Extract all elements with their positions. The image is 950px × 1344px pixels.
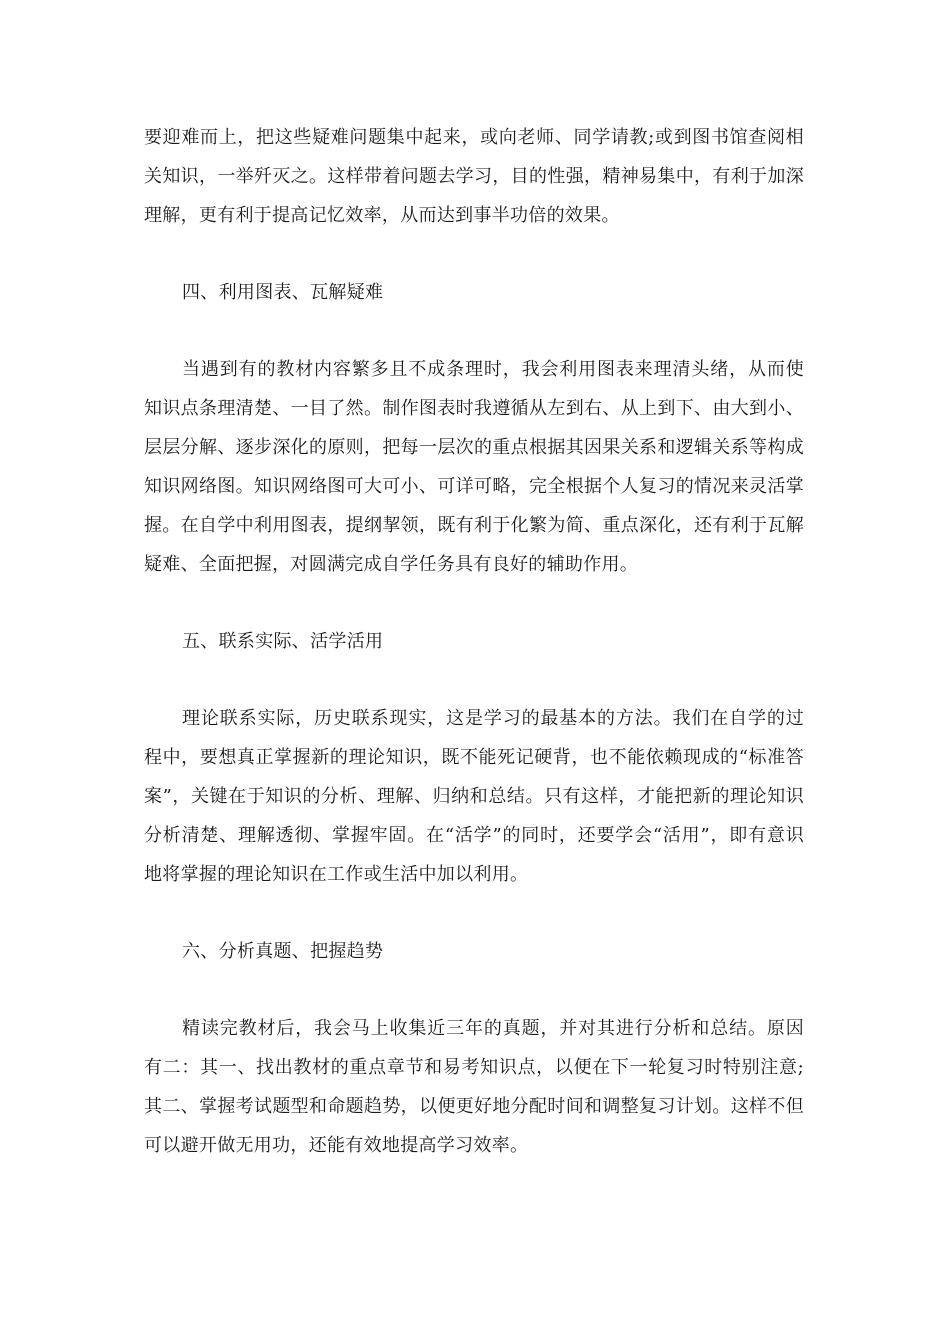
- paragraph-gap: [144, 971, 804, 1009]
- paragraph-gap: [144, 235, 804, 273]
- section-heading-6: 六、分析真题、把握趋势: [182, 941, 384, 962]
- paragraph-gap: [144, 661, 804, 699]
- paragraph-gap: [144, 894, 804, 932]
- paragraph-past-exams: 精读完教材后，我会马上收集近三年的真题，并对其进行分析和总结。原因有二：其一、找出教材的重点章节和易考知识点，以便在下一轮复习时特别注意;其二、掌握考试题型和命题趋势，以便更好地分配时间和调整复习计划。这样不但可以避开做无用功，还能有效地提高学习效率。: [144, 1018, 804, 1156]
- section-heading-4: 四、利用图表、瓦解疑难: [182, 282, 384, 303]
- paragraph-gap: [144, 312, 804, 350]
- paragraph-charts: 当遇到有的教材内容繁多且不成条理时，我会利用图表来理清头绪，从而使知识点条理清楚、一目了然。制作图表时我遵循从左到右、从上到下、由大到小、层层分解、逐步深化的原则，把每一层次的重点根据其因果关系和逻辑关系等构成知识网络图。知识网络图可大可小、可详可略，完全根据个人复习的情况来灵活掌握。在自学中利用图表，提纲挈领，既有利于化繁为简、重点深化，还有利于瓦解疑难、全面把握，对圆满完成自学任务具有良好的辅助作用。: [144, 359, 804, 575]
- paragraph-continuation: 要迎难而上，把这些疑难问题集中起来，或向老师、同学请教;或到图书馆查阅相关知识，一举歼灭之。这样带着问题去学习，目的性强，精神易集中，有利于加深理解，更有利于提高记忆效率，从而达到事半功倍的效果。: [144, 127, 804, 226]
- section-heading-5: 五、联系实际、活学活用: [182, 631, 384, 652]
- paragraph-practice: 理论联系实际，历史联系现实，这是学习的最基本的方法。我们在自学的过程中，要想真正掌握新的理论知识，既不能死记硬背，也不能依赖现成的“标准答案”，关键在于知识的分析、理解、归纳和总结。只有这样，才能把新的理论知识分析清楚、理解透彻、掌握牢固。在“活学”的同时，还要学会“活用”，即有意识地将掌握的理论知识在工作或生活中加以利用。: [144, 708, 804, 885]
- paragraph-gap: [144, 584, 804, 622]
- document-body: [144, 118, 804, 1165]
